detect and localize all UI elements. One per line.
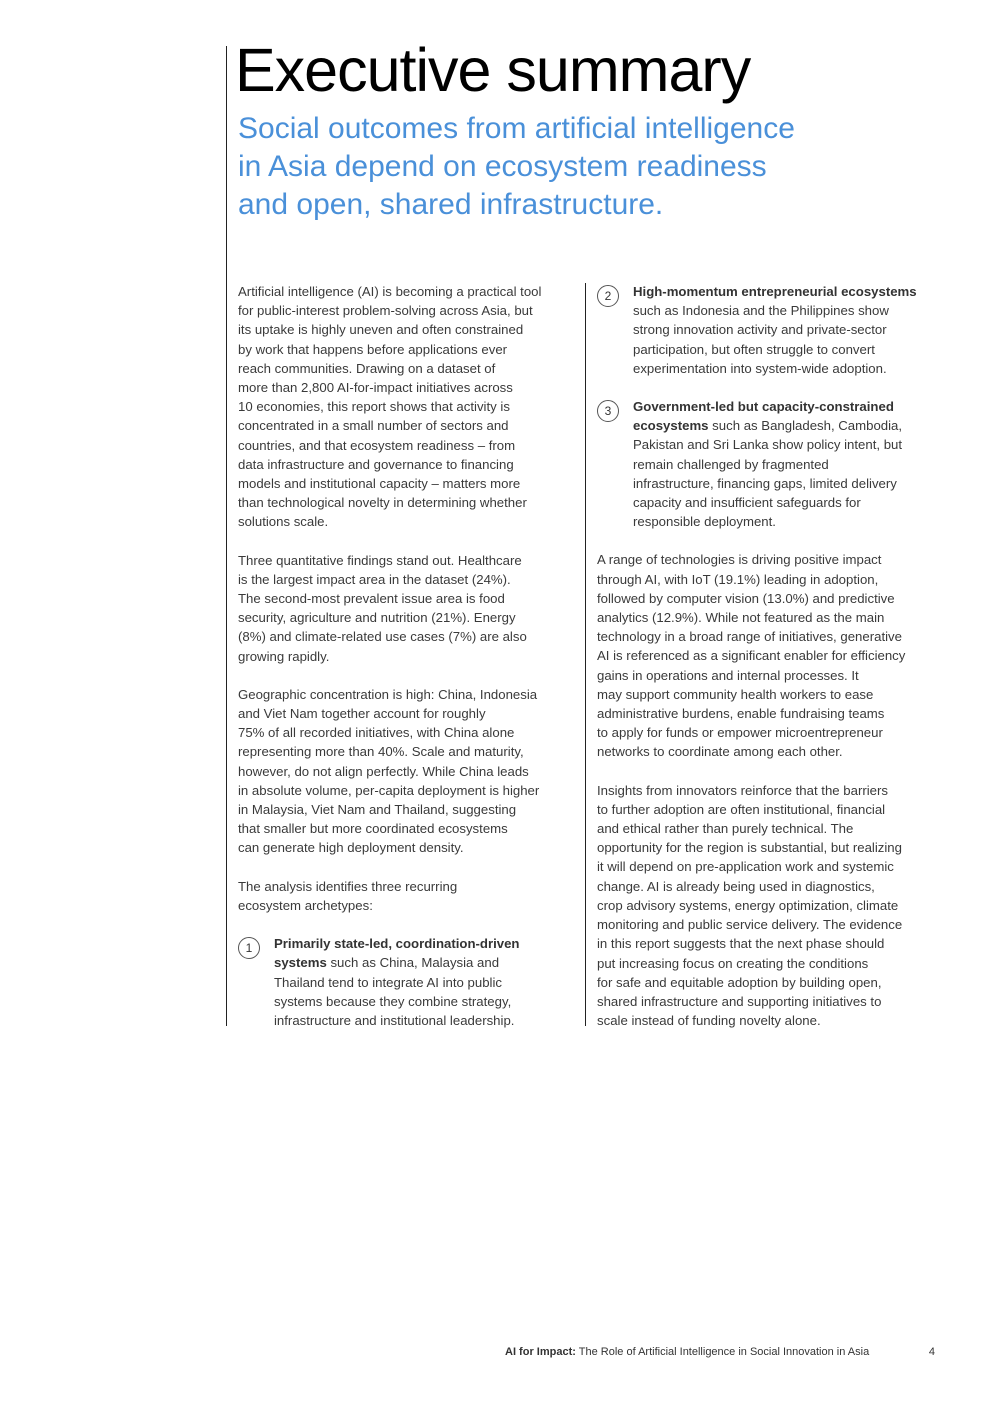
text-line: through AI, with IoT (19.1%) leading in adoption,	[597, 571, 879, 587]
left-column	[238, 282, 578, 1049]
archetype-text: such as Bangladesh, Cambodia,	[708, 418, 903, 434]
text-line: security, agriculture and nutrition (21%). Energy	[238, 610, 516, 626]
text-line: analytics (12.9%). While not featured as the main	[597, 610, 885, 626]
text-line: it will depend on pre-application work and systemic	[597, 859, 894, 875]
text-line: Artificial intelligence (AI) is becoming a practical tool	[238, 284, 542, 299]
text-line: AI is referenced as a significant enabler for efficiency	[597, 648, 906, 664]
paragraph-innovator-insights	[597, 781, 939, 1031]
page-footer	[505, 1346, 935, 1358]
text-line: Pakistan and Sri Lanka show policy intent, but	[633, 437, 903, 453]
text-line: Insights from innovators reinforce that the barriers	[597, 782, 888, 798]
text-line: put increasing focus on creating the conditions	[597, 955, 869, 971]
text-line: followed by computer vision (13.0%) and predictive	[597, 590, 895, 606]
left-vertical-rule	[226, 46, 227, 1026]
column-divider-rule	[585, 283, 586, 1026]
text-line: strong innovation activity and private-sector	[633, 322, 887, 338]
text-line: capacity and insufficient safeguards for	[633, 495, 861, 511]
text-line: crop advisory systems, energy optimization, climate	[597, 897, 899, 913]
text-line: models and institutional capacity – matters more	[238, 476, 521, 492]
text-line: in this report suggests that the next phase should	[597, 936, 885, 952]
paragraph-technologies	[597, 550, 939, 761]
text-line: (8%) and climate-related use cases (7%) are also	[238, 629, 527, 645]
text-line: reach communities. Drawing on a dataset of	[238, 360, 496, 376]
text-line: such as Indonesia and the Philippines show	[633, 303, 889, 319]
text-line: its uptake is highly uneven and often constrained	[238, 322, 524, 338]
subtitle-line: and open, shared infrastructure.	[238, 188, 664, 221]
text-line: however, do not align perfectly. While China leads	[238, 763, 529, 779]
text-line: participation, but often struggle to convert	[633, 341, 875, 357]
number-badge-3: 3	[597, 400, 619, 422]
text-line: Thailand tend to integrate AI into public	[274, 974, 503, 990]
text-line: is the largest impact area in the dataset (24%).	[238, 571, 511, 587]
archetype-item-1	[238, 934, 578, 1030]
text-line: by work that happens before applications ever	[238, 341, 508, 357]
text-line: The analysis identifies three recurring	[238, 878, 458, 894]
text-line: may support community health workers to ease	[597, 686, 874, 702]
paragraph-geographic-concentration	[238, 685, 578, 858]
right-column	[597, 282, 939, 1049]
archetype-item-3	[597, 397, 939, 531]
paragraph-intro	[238, 282, 578, 532]
page-subtitle	[238, 110, 878, 224]
text-line: A range of technologies is driving positive impact	[597, 552, 882, 568]
text-line: The second-most prevalent issue area is food	[238, 591, 505, 607]
text-line: and ethical rather than purely technical. The	[597, 821, 854, 837]
text-line: Three quantitative findings stand out. Healthcare	[238, 552, 522, 568]
text-line: data infrastructure and governance to financing	[238, 456, 514, 472]
text-line: to further adoption are often institutional, financial	[597, 801, 886, 817]
text-line: representing more than 40%. Scale and maturity,	[238, 744, 524, 760]
archetype-title: systems	[274, 955, 327, 971]
text-line: monitoring and public service delivery. The evidence	[597, 917, 903, 933]
text-line: more than 2,800 AI-for-impact initiatives across	[238, 380, 513, 396]
archetype-description	[274, 973, 578, 1031]
text-line: experimentation into system-wide adoption.	[633, 360, 887, 376]
text-line: scale instead of funding novelty alone.	[597, 1013, 821, 1029]
archetype-title: Primarily state-led, coordination-driven	[274, 936, 520, 952]
text-line: change. AI is already being used in diagnostics,	[597, 878, 875, 894]
text-line: 75% of all recorded initiatives, with China alone	[238, 725, 515, 741]
number-badge-2: 2	[597, 285, 619, 307]
text-line: in absolute volume, per-capita deployment is higher	[238, 782, 540, 798]
page-title: Executive summary	[235, 36, 751, 104]
footer-report-label: AI for Impact:	[505, 1346, 576, 1358]
number-badge-1: 1	[238, 937, 260, 959]
text-line: opportunity for the region is substantial, but realizing	[597, 840, 902, 856]
text-line: gains in operations and internal processes. It	[597, 667, 859, 683]
text-line: shared infrastructure and supporting initiatives to	[597, 993, 882, 1009]
archetype-text: such as China, Malaysia and	[326, 955, 500, 971]
text-line: infrastructure, financing gaps, limited delivery	[633, 475, 897, 491]
text-line: growing rapidly.	[238, 648, 330, 664]
text-line: and Viet Nam together account for roughly	[238, 706, 486, 722]
paragraph-quantitative-findings	[238, 551, 578, 666]
footer-report-title: The Role of Artificial Intelligence in Social Innovation in Asia	[575, 1346, 870, 1358]
paragraph-archetypes-intro	[238, 877, 578, 915]
text-line: can generate high deployment density.	[238, 840, 464, 856]
text-line: administrative burdens, enable fundraising teams	[597, 706, 885, 722]
text-line: for public-interest problem-solving across Asia, but	[238, 303, 533, 319]
text-line: ecosystem archetypes:	[238, 897, 373, 913]
text-line: for safe and equitable adoption by building open,	[597, 974, 882, 990]
text-line: countries, and that ecosystem readiness – from	[238, 437, 516, 453]
text-line: Geographic concentration is high: China, Indonesia	[238, 686, 538, 702]
archetype-item-2	[597, 282, 939, 378]
text-line: in Malaysia, Viet Nam and Thailand, suggesting	[238, 802, 517, 818]
text-line: concentrated in a small number of sectors and	[238, 418, 509, 434]
text-line: systems because they combine strategy,	[274, 993, 512, 1009]
page-number: 4	[928, 1346, 935, 1358]
archetype-title: High-momentum entrepreneurial ecosystems	[633, 284, 917, 299]
subtitle-line: Social outcomes from artificial intelligence	[238, 112, 795, 145]
text-line: to apply for funds or empower microentrepreneur	[597, 725, 883, 741]
text-line: remain challenged by fragmented	[633, 456, 829, 472]
text-line: than technological novelty in determining whether	[238, 495, 527, 511]
text-line: that smaller but more coordinated ecosystems	[238, 821, 508, 837]
text-line: technology in a broad range of initiatives, generative	[597, 629, 902, 645]
archetype-title: Government-led but capacity-constrained	[633, 399, 894, 415]
subtitle-line: in Asia depend on ecosystem readiness	[238, 150, 767, 183]
archetype-description	[633, 301, 939, 378]
text-line: responsible deployment.	[633, 514, 776, 530]
text-line: infrastructure and institutional leadership.	[274, 1012, 515, 1028]
archetype-description	[633, 435, 939, 531]
text-line: solutions scale.	[238, 514, 329, 530]
archetype-title: ecosystems	[633, 418, 709, 434]
text-line: networks to coordinate among each other.	[597, 744, 843, 760]
text-line: 10 economies, this report shows that activity is	[238, 399, 510, 415]
